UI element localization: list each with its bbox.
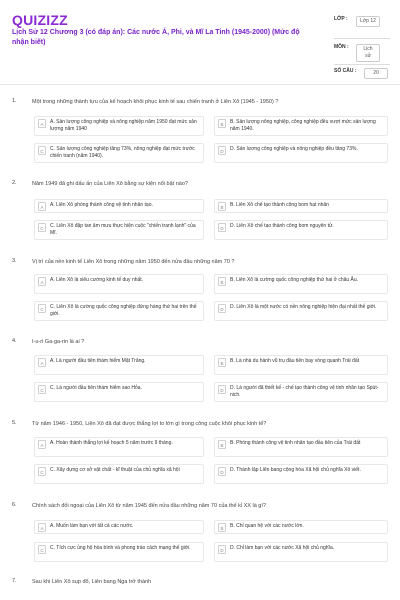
option-letter: D xyxy=(218,146,226,155)
option-c[interactable] xyxy=(34,464,204,484)
option-b[interactable] xyxy=(214,355,388,375)
option-text: A. Sản lượng công nghiệp và nông nghiệp năm 1950 đạt mức sản lượng năm 1940 xyxy=(50,119,197,132)
option-a[interactable] xyxy=(34,437,204,457)
option-c[interactable] xyxy=(34,143,204,163)
option-text: C. Tích cực ủng hộ hòa bình và phong trào cách mạng thế giới. xyxy=(50,545,191,551)
option-text: D. Sản lượng công nghiệp và nông nghiệp đều tăng 73%. xyxy=(230,146,358,152)
meta-divider xyxy=(334,64,390,65)
header xyxy=(12,12,390,76)
option-c[interactable] xyxy=(34,382,204,402)
question-number: 2. xyxy=(12,180,17,186)
question-number: 6. xyxy=(12,502,17,508)
option-text: C. Sản lượng công nghiệp tăng 73%, nông nghiệp đạt mức trước chiến tranh (năm 1940). xyxy=(50,146,195,159)
lop-label: LỚP : xyxy=(334,16,348,22)
option-text: D. Là người đã thiết kế - chế tạo thành công vệ tinh nhân tạo Spút-nich. xyxy=(230,385,379,398)
question-number: 5. xyxy=(12,420,17,426)
option-letter: B xyxy=(218,523,226,532)
option-a[interactable] xyxy=(34,355,204,375)
option-text: D. Liên Xô chế tạo thành công bom nguyên tử. xyxy=(230,223,334,229)
option-text: A. Liên Xô phóng thành công vệ tinh nhân tạo. xyxy=(50,202,153,208)
question-text: Một trong những thành tựu của kế hoạch khôi phục kinh tế sau chiến tranh ở Liên Xô (1945 - 1950) ? xyxy=(32,99,279,105)
option-text: C. Là người đầu tiên thám hiểm sao Hỏa. xyxy=(50,385,142,391)
option-text: D. Chỉ làm bạn với các nước Xã hội chủ nghĩa. xyxy=(230,545,335,551)
option-letter: D xyxy=(218,467,226,476)
option-d[interactable] xyxy=(214,301,388,321)
option-text: B. Là nhà du hành vũ trụ đầu tiên bay vòng quanh Trái đất xyxy=(230,358,359,364)
question-text: Sau khi Liên Xô sụp đổ, Liên bang Nga trở thành xyxy=(32,579,152,585)
question-text: Từ năm 1946 - 1950, Liên Xô đã đạt được thắng lợi to lớn gì trong công cuộc khôi phục kinh tế? xyxy=(32,421,267,427)
option-letter: C xyxy=(38,467,46,476)
option-d[interactable] xyxy=(214,143,388,163)
option-b[interactable] xyxy=(214,437,388,457)
option-b[interactable] xyxy=(214,274,388,294)
option-text: C. Liên Xô đập tan âm mưu thực hiện cuộc "chiến tranh lạnh" của Mĩ. xyxy=(50,223,196,236)
question-text: I-u-ri Ga-ga-rin là ai ? xyxy=(32,339,85,345)
meta-divider xyxy=(334,38,390,39)
question-text: Chính sách đối ngoại của Liên Xô từ năm 1945 đến nửa đầu những năm 70 của thế kỉ XX là gì? xyxy=(32,503,266,509)
option-a[interactable] xyxy=(34,116,204,136)
option-letter: B xyxy=(218,202,226,211)
option-text: C. Liên Xô là cường quốc công nghiệp đứng hàng thứ hai trên thế giới. xyxy=(50,304,197,317)
option-d[interactable] xyxy=(214,220,388,240)
question-number: 4. xyxy=(12,338,17,344)
option-letter: C xyxy=(38,545,46,554)
option-text: B. Sản lượng nông nghiệp, công nghiệp đều vượt mức sản lượng năm 1940. xyxy=(230,119,376,132)
option-text: A. Liên Xô là siêu cường kinh tế duy nhất. xyxy=(50,277,144,283)
option-letter: C xyxy=(38,146,46,155)
option-letter: D xyxy=(218,545,226,554)
option-d[interactable] xyxy=(214,464,388,484)
option-text: B. Chỉ quan hệ với các nước lớn. xyxy=(230,523,304,529)
option-letter: B xyxy=(218,440,226,449)
option-text: D. Liên Xô là một nước có nền nông nghiệp hiện đại nhất thế giới. xyxy=(230,304,377,310)
lop-value: Lớp 12 xyxy=(356,16,380,27)
option-letter: C xyxy=(38,304,46,313)
option-b[interactable] xyxy=(214,116,388,136)
option-a[interactable] xyxy=(34,520,204,534)
option-text: D. Thành lập Liên bang cộng hòa Xã hội chủ nghĩa Xô viết. xyxy=(230,467,361,473)
option-text: A. Muốn làm bạn với tất cả các nước. xyxy=(50,523,134,529)
option-text: B. Liên Xô chế tạo thành công bom hạt nhân xyxy=(230,202,329,208)
option-letter: D xyxy=(218,223,226,232)
question-number: 3. xyxy=(12,258,17,264)
option-text: A. Hoàn thành thắng lợi kế hoạch 5 năm trước 9 tháng. xyxy=(50,440,173,446)
option-letter: D xyxy=(218,304,226,313)
option-b[interactable] xyxy=(214,199,388,213)
option-letter: A xyxy=(38,202,46,211)
option-text: C. Xây dựng cơ sở vật chất - kĩ thuật của chủ nghĩa xã hội xyxy=(50,467,180,473)
mon-value: Lịch sử xyxy=(356,44,380,62)
socau-label: SỐ CÂU : xyxy=(334,68,357,74)
option-letter: D xyxy=(218,385,226,394)
option-a[interactable] xyxy=(34,199,204,213)
option-b[interactable] xyxy=(214,520,388,534)
option-a[interactable] xyxy=(34,274,204,294)
page-title: Lịch Sử 12 Chương 3 (có đáp án): Các nước Á, Phi, và Mĩ La Tinh (1945-2000) (Mức độ nhận biết) xyxy=(12,29,300,46)
mon-label: MÔN : xyxy=(334,44,349,50)
brand-logo: QUIZIZZ xyxy=(12,12,68,28)
option-text: B. Phóng thành công vệ tinh nhân tạo đầu tiên của Trái đất xyxy=(230,440,361,446)
question-number: 7. xyxy=(12,578,17,584)
option-c[interactable] xyxy=(34,220,204,240)
option-text: A. Là người đầu tiên thám hiểm Mặt Trăng. xyxy=(50,358,146,364)
option-d[interactable] xyxy=(214,382,388,402)
option-letter: A xyxy=(38,358,46,367)
option-d[interactable] xyxy=(214,542,388,562)
option-c[interactable] xyxy=(34,542,204,562)
option-text: B. Liên Xô là cường quốc công nghiệp thứ hai ở châu Âu. xyxy=(230,277,359,283)
option-letter: A xyxy=(38,277,46,286)
option-letter: B xyxy=(218,277,226,286)
option-letter: C xyxy=(38,385,46,394)
option-letter: A xyxy=(38,119,46,128)
option-letter: B xyxy=(218,119,226,128)
option-letter: A xyxy=(38,523,46,532)
header-divider xyxy=(0,84,400,85)
socau-value: 20 xyxy=(364,68,388,79)
question-number: 1. xyxy=(12,98,17,104)
option-c[interactable] xyxy=(34,301,204,321)
option-letter: B xyxy=(218,358,226,367)
question-text: Vị trí của nền kinh tế Liên Xô trong những năm 1950 đến nửa đầu những năm 70 ? xyxy=(32,259,235,265)
option-letter: A xyxy=(38,440,46,449)
question-text: Năm 1949 đã ghi dấu ấn của Liên Xô bằng sự kiện nổi bật nào? xyxy=(32,181,188,187)
option-letter: C xyxy=(38,223,46,232)
